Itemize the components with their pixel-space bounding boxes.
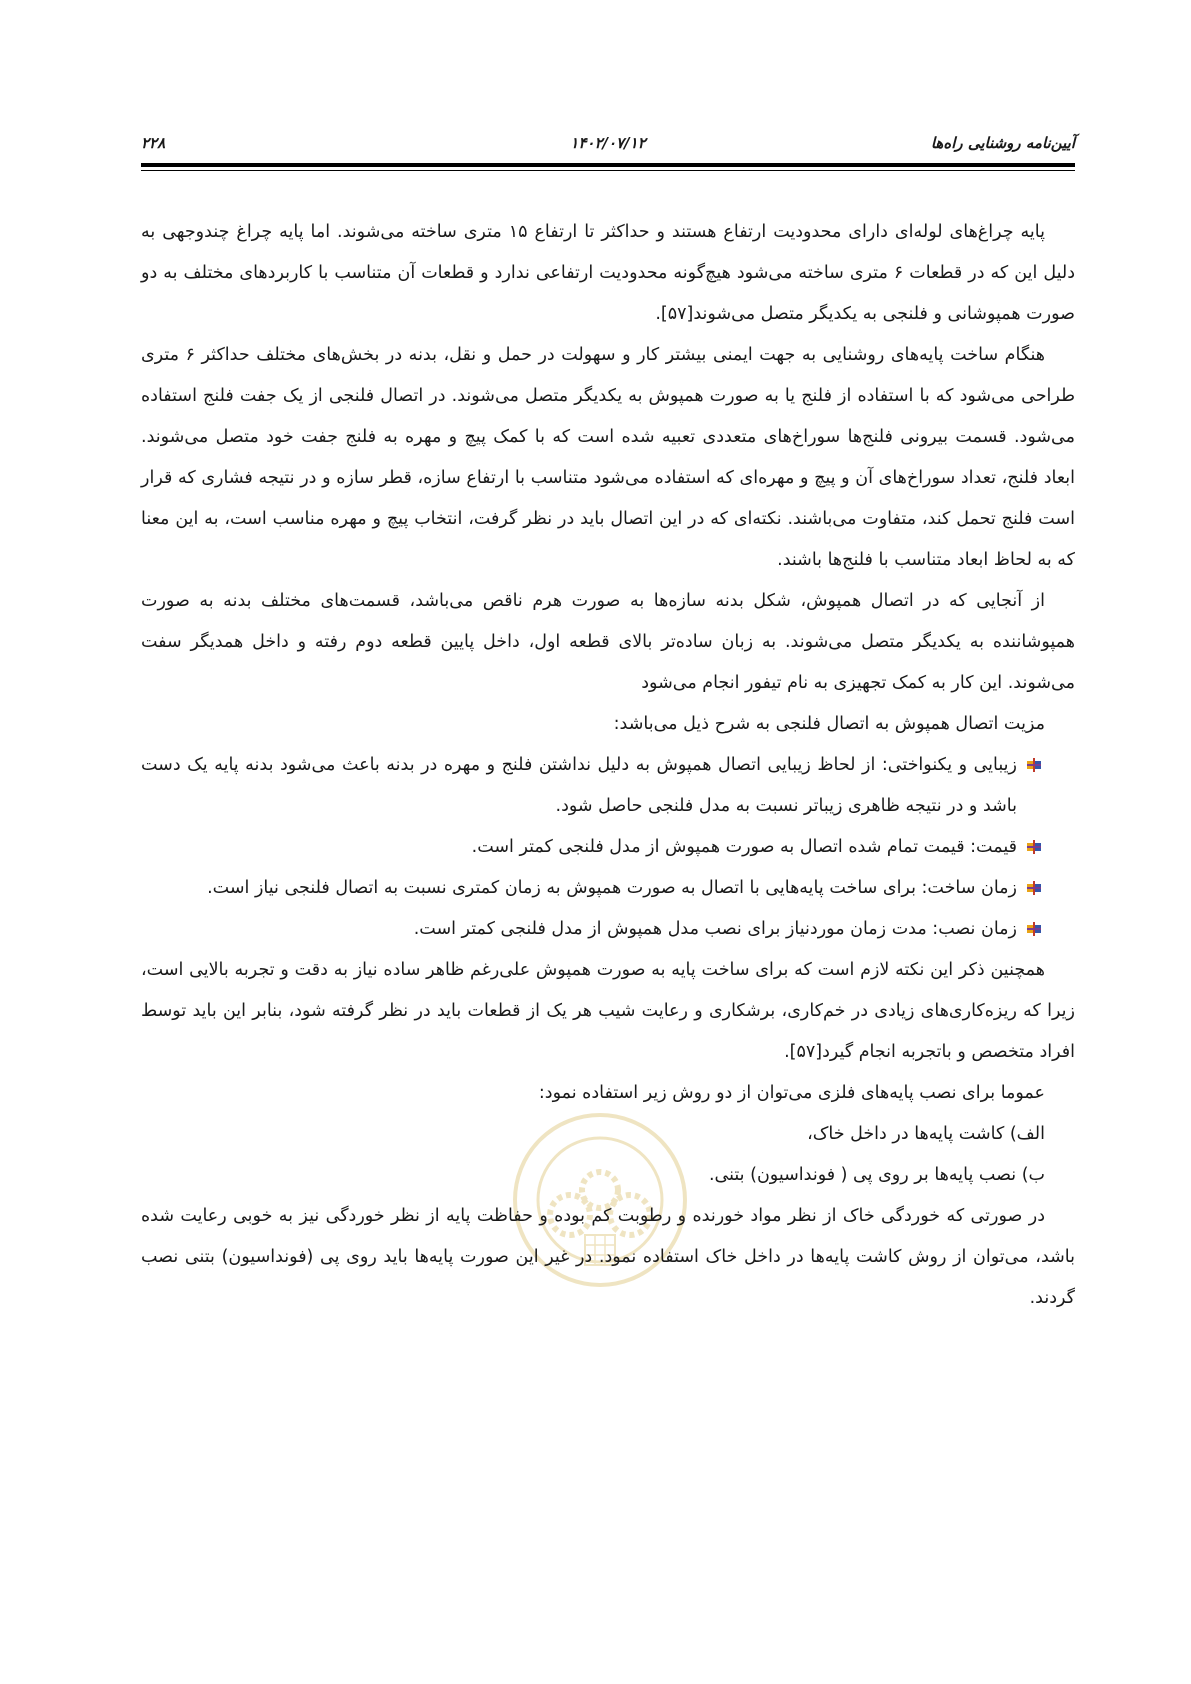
list-item-text: قیمت: قیمت تمام شده اتصال به صورت همپوش از مدل فلنجی کمتر است.: [471, 837, 1017, 857]
advantages-list: [141, 745, 1075, 950]
list-item-text: زمان ساخت: برای ساخت پایه‌هایی با اتصال به صورت همپوش به زمان کمتری نسبت به اتصال فلنجی نیاز است.: [207, 878, 1017, 898]
paragraph-4: مزیت اتصال همپوش به اتصال فلنجی به شرح ذیل می‌باشد:: [613, 714, 1045, 734]
page-header: [141, 128, 1075, 158]
paragraph-3: از آنجایی که در اتصال همپوش، شکل بدنه سازه‌ها به صورت هرم ناقص می‌باشد، قسمت‌های مختلف بدنه به صورت همپوشاننده به یکدیگر متصل می‌شوند. به زبان ساده‌تر بالای قطعه اول، داخل پایین قطعه دوم رفته و داخل همدیگر سفت می‌شوند. این کار به کمک تجهیزی به نام تیفور انجام می‌شود: [141, 591, 1075, 693]
paragraph-1: پایه چراغ‌های لوله‌ای دارای محدودیت ارتفاع هستند و حداکثر تا ارتفاع ۱۵ متری ساخته می‌شوند. اما پایه چراغ چندوجهی به دلیل این که در قطعات ۶ متری ساخته می‌شود هیچ‌گونه محدودیت ارتفاعی ندارد و قطعات آن متناسب با کاربردهای مختلف به دو صورت همپوشانی و فلنجی به یکدیگر متصل می‌شوند[۵۷].: [141, 222, 1075, 324]
list-item: [141, 868, 1045, 909]
bullet-icon: [1027, 840, 1041, 854]
list-item: [141, 909, 1045, 950]
bullet-icon: [1027, 758, 1041, 772]
list-item: [141, 745, 1045, 827]
bullet-icon: [1027, 881, 1041, 895]
option-a: الف) کاشت پایه‌ها در داخل خاک،: [807, 1124, 1045, 1144]
paragraph-5: همچنین ذکر این نکته لازم است که برای ساخت پایه به صورت همپوش علی‌رغم ظاهر ساده نیاز به دقت و تجربه بالایی است، زیرا که ریزه‌کاری‌های زیادی در خم‌کاری، برشکاری و رعایت شیب هر یک از قطعات باید در نظر گرفته شود، بنابر این باید توسط افراد متخصص و باتجربه انجام گیرد[۵۷].: [141, 960, 1075, 1062]
paragraph-7: در صورتی که خوردگی خاک از نظر مواد خورنده و رطوبت کم بوده و حفاظت پایه از نظر خوردگی نیز به خوبی رعایت شده باشد، می‌توان از روش کاشت پایه‌ها در داخل خاک استفاده نمود. در غیر این صورت پایه‌ها باید روی پی (فونداسیون) بتنی نصب گردند.: [141, 1206, 1075, 1308]
list-item-text: زیبایی و یکنواختی: از لحاظ زیبایی اتصال همپوش به دلیل نداشتن فلنج و مهره در بدنه باعث می‌شود بدنه پایه یک دست باشد و در نتیجه ظاهری زیباتر نسبت به مدل فلنجی حاصل شود.: [141, 755, 1017, 816]
header-date: ۱۴۰۲/۰۷/۱۲: [570, 134, 646, 152]
header-rule-thin: [141, 170, 1075, 171]
header-rule-thick: [141, 163, 1075, 167]
list-item: [141, 827, 1045, 868]
page-body: [141, 212, 1075, 1319]
option-b: ب) نصب پایه‌ها بر روی پی ( فونداسیون) بتنی.: [708, 1165, 1045, 1185]
bullet-icon: [1027, 922, 1041, 936]
header-title: آیین‌نامه روشنایی راه‌ها: [930, 134, 1075, 152]
paragraph-6: عموما برای نصب پایه‌های فلزی می‌توان از دو روش زیر استفاده نمود:: [538, 1083, 1045, 1103]
page-number: ۲۲۸: [141, 134, 166, 152]
paragraph-2: هنگام ساخت پایه‌های روشنایی به جهت ایمنی بیشتر کار و سهولت در حمل و نقل، بدنه در بخش‌های مختلف حداکثر ۶ متری طراحی می‌شود که با استفاده از فلنج یا به صورت همپوش به یکدیگر متصل می‌شوند. در اتصال فلنجی از یک جفت فلنج استفاده می‌شود. قسمت بیرونی فلنج‌ها سوراخ‌های متعددی تعبیه شده است که با کمک پیچ و مهره به فلنج جفت خود متصل می‌شوند. ابعاد فلنج، تعداد سوراخ‌های آن و پیچ و مهره‌ای که استفاده می‌شود متناسب با ارتفاع سازه، قطر سازه و در نتیجه فشاری که قرار است فلنج تحمل کند، متفاوت می‌باشند. نکته‌ای که در این اتصال باید در نظر گرفت، انتخاب پیچ و مهره مناسب است، به این معنا که به لحاظ ابعاد متناسب با فلنج‌ها باشند.: [141, 345, 1075, 570]
list-item-text: زمان نصب: مدت زمان موردنیاز برای نصب مدل همپوش از مدل فلنجی کمتر است.: [413, 919, 1017, 939]
